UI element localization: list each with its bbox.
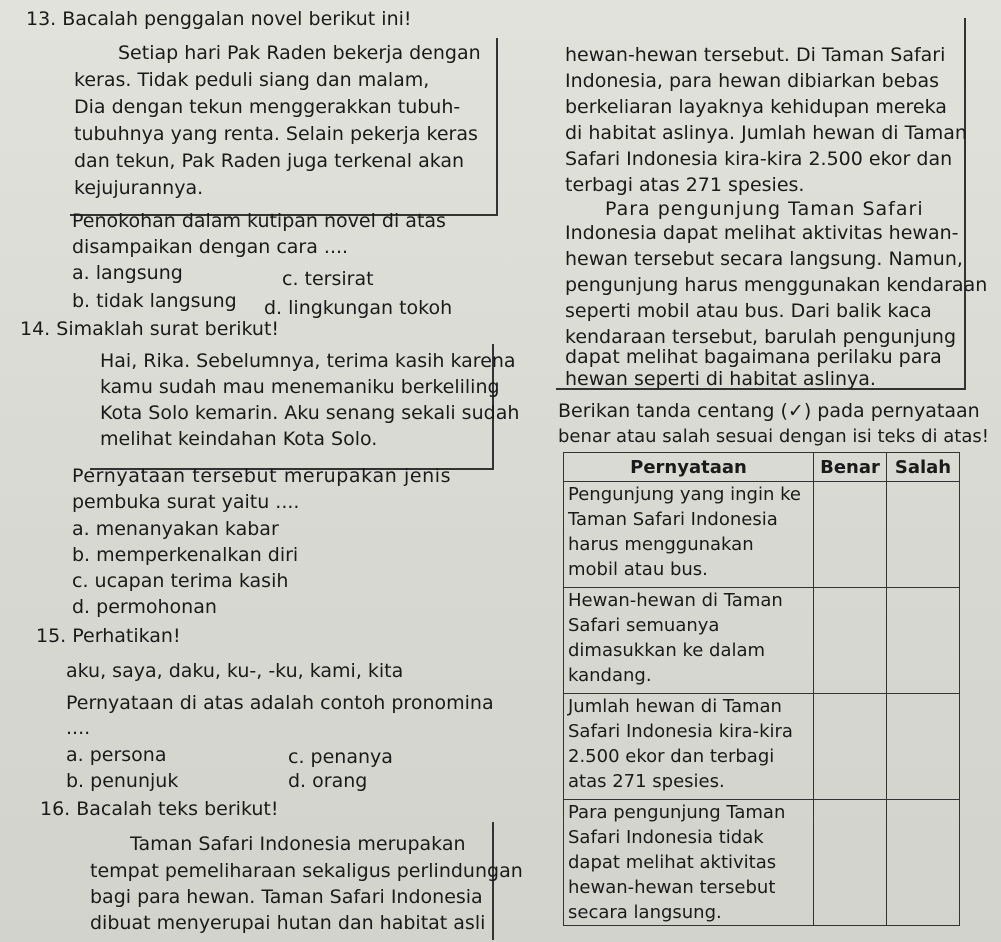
q15-prompt: 15. Perhatikan!	[36, 625, 181, 647]
q13-passage-line: kejujurannya.	[74, 177, 204, 199]
salah-checkbox-cell[interactable]	[887, 694, 960, 800]
statement-line: Pengunjung yang ingin ke	[568, 484, 801, 505]
q16-passage-line: Indonesia dapat melihat aktivitas hewan-	[565, 222, 959, 244]
q16-passage-line: hewan-hewan tersebut. Di Taman Safari	[565, 44, 946, 66]
q13-question-line: disampaikan dengan cara ....	[72, 236, 349, 258]
q14-question-line: pembuka surat yaitu ....	[72, 491, 300, 513]
table-header-row	[564, 453, 960, 482]
q14-prompt: 14. Simaklah surat berikut!	[20, 318, 280, 340]
q14-passage-line: Hai, Rika. Sebelumnya, terima kasih karena	[100, 350, 516, 372]
statement-line: hewan-hewan tersebut	[568, 877, 776, 898]
statement-line: Para pengunjung Taman	[568, 802, 786, 823]
q16-passage-line: Taman Safari Indonesia merupakan	[130, 833, 466, 855]
statement-cell	[564, 694, 814, 800]
q16-passage-line: seperti mobil atau bus. Dari balik kaca	[565, 300, 932, 322]
statement-line: dimasukkan ke dalam	[568, 640, 766, 661]
q13-passage-line: keras. Tidak peduli siang dan malam,	[74, 69, 430, 91]
q16-instruction-line: Berikan tanda centang (✓) pada pernyataan	[558, 400, 980, 422]
q14-passage-line: kamu sudah mau menemaniku berkeliling	[100, 376, 500, 398]
q13-passage-line: tubuhnya yang renta. Selain pekerja keras	[74, 123, 478, 145]
q15-option-b[interactable]: b. penunjuk	[66, 770, 179, 792]
q16-passage-line: hewan seperti di habitat aslinya.	[565, 368, 876, 390]
statement-line: secara langsung.	[568, 902, 722, 923]
q14-question-line: Pernyataan tersebut merupakan jenis	[72, 465, 452, 487]
q13-option-c[interactable]: c. tersirat	[282, 268, 374, 290]
q16-passage-line: kendaraan tersebut, barulah pengunjung	[565, 326, 957, 348]
statement-line: Safari Indonesia tidak	[568, 827, 764, 848]
q13-passage-line: Setiap hari Pak Raden bekerja dengan	[118, 42, 481, 64]
q14-option-b[interactable]: b. memperkenalkan diri	[72, 544, 299, 566]
q16-passage-line: tempat pemeliharaan sekaligus perlindungan	[90, 860, 523, 882]
statement-line: atas 271 spesies.	[568, 771, 725, 792]
q15-option-a[interactable]: a. persona	[66, 744, 167, 766]
q14-passage-line: melihat keindahan Kota Solo.	[100, 428, 378, 450]
statement-line: Jumlah hewan di Taman	[568, 696, 782, 717]
q15-words: aku, saya, daku, ku-, -ku, kami, kita	[66, 660, 404, 682]
q13-passage-line: dan tekun, Pak Raden juga terkenal akan	[74, 150, 465, 172]
q13-option-a[interactable]: a. langsung	[72, 262, 183, 284]
statement-line: dapat melihat aktivitas	[568, 852, 777, 873]
benar-checkbox-cell[interactable]	[814, 800, 887, 926]
q16-prompt: 16. Bacalah teks berikut!	[40, 798, 279, 820]
q14-option-c[interactable]: c. ucapan terima kasih	[72, 570, 289, 592]
q13-option-d[interactable]: d. lingkungan tokoh	[264, 297, 453, 319]
benar-checkbox-cell[interactable]	[814, 482, 887, 588]
q16-passage-line: dapat melihat bagaimana perilaku para	[565, 346, 942, 368]
q13-question-line: Penokohan dalam kutipan novel di atas	[72, 210, 446, 232]
q16-passage-line: dibuat menyerupai hutan dan habitat asli	[90, 912, 486, 934]
q15-question-line: Pernyataan di atas adalah contoh pronomina	[66, 692, 494, 714]
q16-passage-line: pengunjung harus menggunakan kendaraan	[565, 274, 988, 296]
header-salah: Salah	[887, 453, 960, 482]
table-row	[564, 800, 960, 926]
q15-question-line: ....	[66, 717, 91, 739]
q16-passage-line: Indonesia, para hewan dibiarkan bebas	[565, 70, 940, 92]
q15-option-d[interactable]: d. orang	[288, 770, 368, 792]
statement-line: Hewan-hewan di Taman	[568, 590, 783, 611]
q13-option-b[interactable]: b. tidak langsung	[72, 290, 237, 312]
q16-passage-line: berkeliaran layaknya kehidupan mereka	[565, 96, 947, 118]
q16-passage-line: di habitat aslinya. Jumlah hewan di Taman	[565, 122, 967, 144]
salah-checkbox-cell[interactable]	[887, 800, 960, 926]
q16-passage-line: Safari Indonesia kira-kira 2.500 ekor dan	[565, 148, 953, 170]
table-row	[564, 694, 960, 800]
header-benar: Benar	[814, 453, 887, 482]
q16-passage-line: hewan tersebut secara langsung. Namun,	[565, 248, 963, 270]
q16-instruction-line: benar atau salah sesuai dengan isi teks di atas!	[558, 426, 989, 447]
statement-cell	[564, 482, 814, 588]
statement-cell	[564, 800, 814, 926]
statement-line: mobil atau bus.	[568, 559, 708, 580]
statement-line: harus menggunakan	[568, 534, 754, 555]
benar-checkbox-cell[interactable]	[814, 588, 887, 694]
statement-line: Safari Indonesia kira-kira	[568, 721, 793, 742]
statement-line: Taman Safari Indonesia	[568, 509, 778, 530]
q14-option-a[interactable]: a. menanyakan kabar	[72, 518, 279, 540]
salah-checkbox-cell[interactable]	[887, 482, 960, 588]
q15-option-c[interactable]: c. penanya	[288, 746, 393, 768]
q16-passage-line: terbagi atas 271 spesies.	[565, 174, 805, 196]
salah-checkbox-cell[interactable]	[887, 588, 960, 694]
q14-option-d[interactable]: d. permohonan	[72, 596, 217, 618]
benar-checkbox-cell[interactable]	[814, 694, 887, 800]
statement-line: 2.500 ekor dan terbagi	[568, 746, 775, 767]
q16-passage-line: Para pengunjung Taman Safari	[605, 198, 924, 220]
q16-passage-line: bagi para hewan. Taman Safari Indonesia	[90, 886, 483, 908]
q13-passage-line: Dia dengan tekun menggerakkan tubuh-	[74, 96, 461, 118]
q13-prompt: 13. Bacalah penggalan novel berikut ini!	[26, 8, 412, 30]
statement-line: Safari semuanya	[568, 615, 720, 636]
q14-passage-line: Kota Solo kemarin. Aku senang sekali sudah	[100, 402, 520, 424]
header-pernyataan: Pernyataan	[564, 453, 814, 482]
statement-table	[563, 452, 960, 926]
statement-line: kandang.	[568, 665, 652, 686]
table-row	[564, 482, 960, 588]
table-row	[564, 588, 960, 694]
statement-cell	[564, 588, 814, 694]
